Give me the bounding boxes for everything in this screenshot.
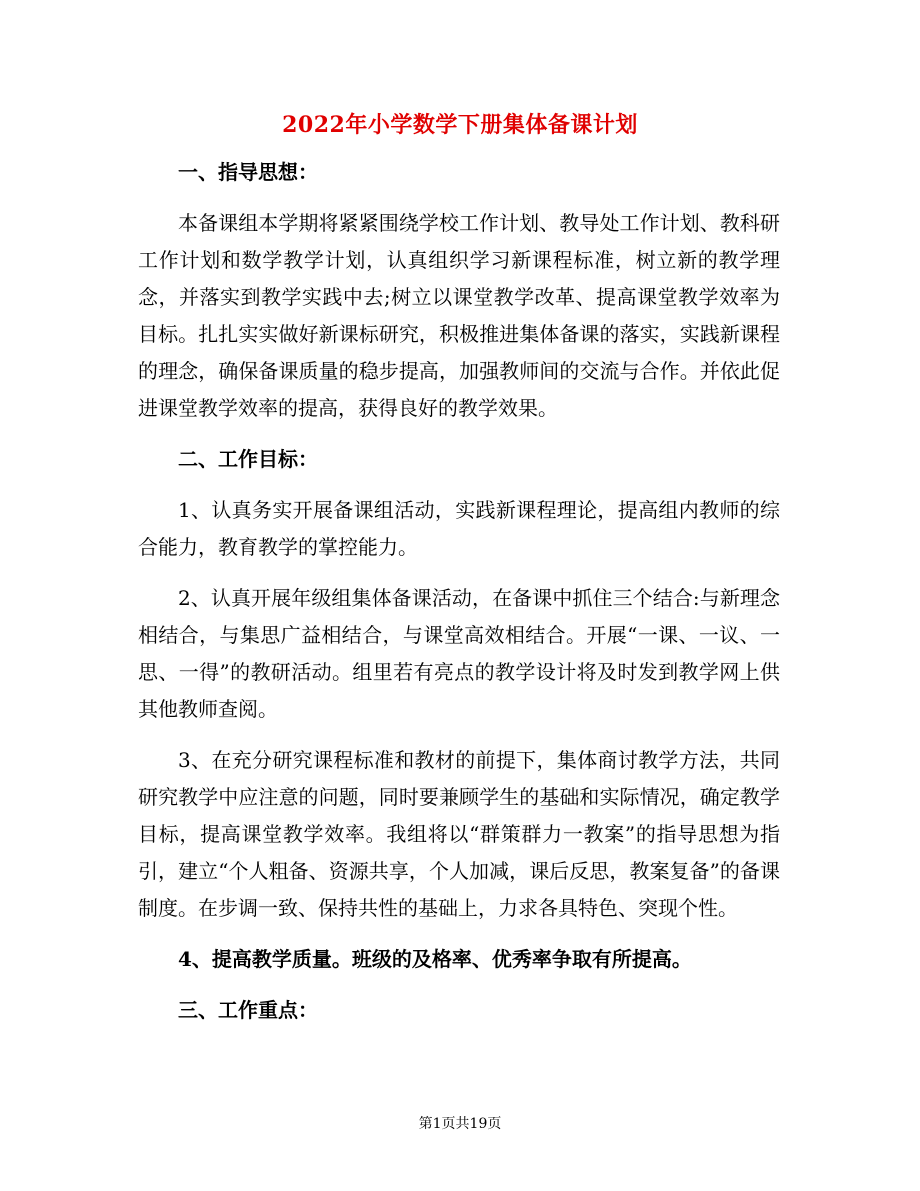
document-body — [138, 154, 780, 1043]
paragraph-goal-4: 4、提高教学质量。班级的及格率、优秀率争取有所提高。 — [178, 947, 692, 971]
section-heading-work-focus: 三、工作重点： — [178, 998, 318, 1022]
section-heading-guiding-thought: 一、指导思想： — [178, 160, 318, 184]
section-heading-work-goals: 二、工作目标： — [178, 447, 318, 471]
paragraph-goal-2: 2、认真开展年级组集体备课活动，在备课中抓住三个结合:与新理念相结合，与集思广益相结合，与课堂高效相结合。开展“一课、一议、一思、一得”的教研活动。组里若有亮点的教学设计将及时发到教学网上供其他教师查阅。 — [138, 586, 780, 721]
document-title: 2022年小学数学下册集体备课计划 — [282, 112, 638, 138]
paragraph-goal-1: 1、认真务实开展备课组活动，实践新课程理论，提高组内教师的综合能力，教育教学的掌控能力。 — [138, 498, 780, 559]
paragraph-guiding-thought: 本备课组本学期将紧紧围绕学校工作计划、教导处工作计划、教科研工作计划和数学教学计划，认真组织学习新课程标准，树立新的教学理念，并落实到教学实践中去;树立以课堂教学改革、提高课堂教学效率为目标。扎扎实实做好新课标研究，积极推进集体备课的落实，实践新课程的理念，确保备课质量的稳步提高，加强教师间的交流与合作。并依此促进课堂教学效率的提高，获得良好的教学效果。 — [138, 211, 780, 420]
paragraph-goal-3: 3、在充分研究课程标准和教材的前提下，集体商讨教学方法，共同研究教学中应注意的问题，同时要兼顾学生的基础和实际情况，确定教学目标，提高课堂教学效率。我组将以“群策群力一教案”的指导思想为指引，建立“个人粗备、资源共享，个人加减，课后反思，教案复备”的备课制度。在步调一致、保持共性的基础上，力求各具特色、突现个性。 — [138, 748, 780, 920]
page-footer: 第1页共19页 — [418, 1116, 502, 1132]
